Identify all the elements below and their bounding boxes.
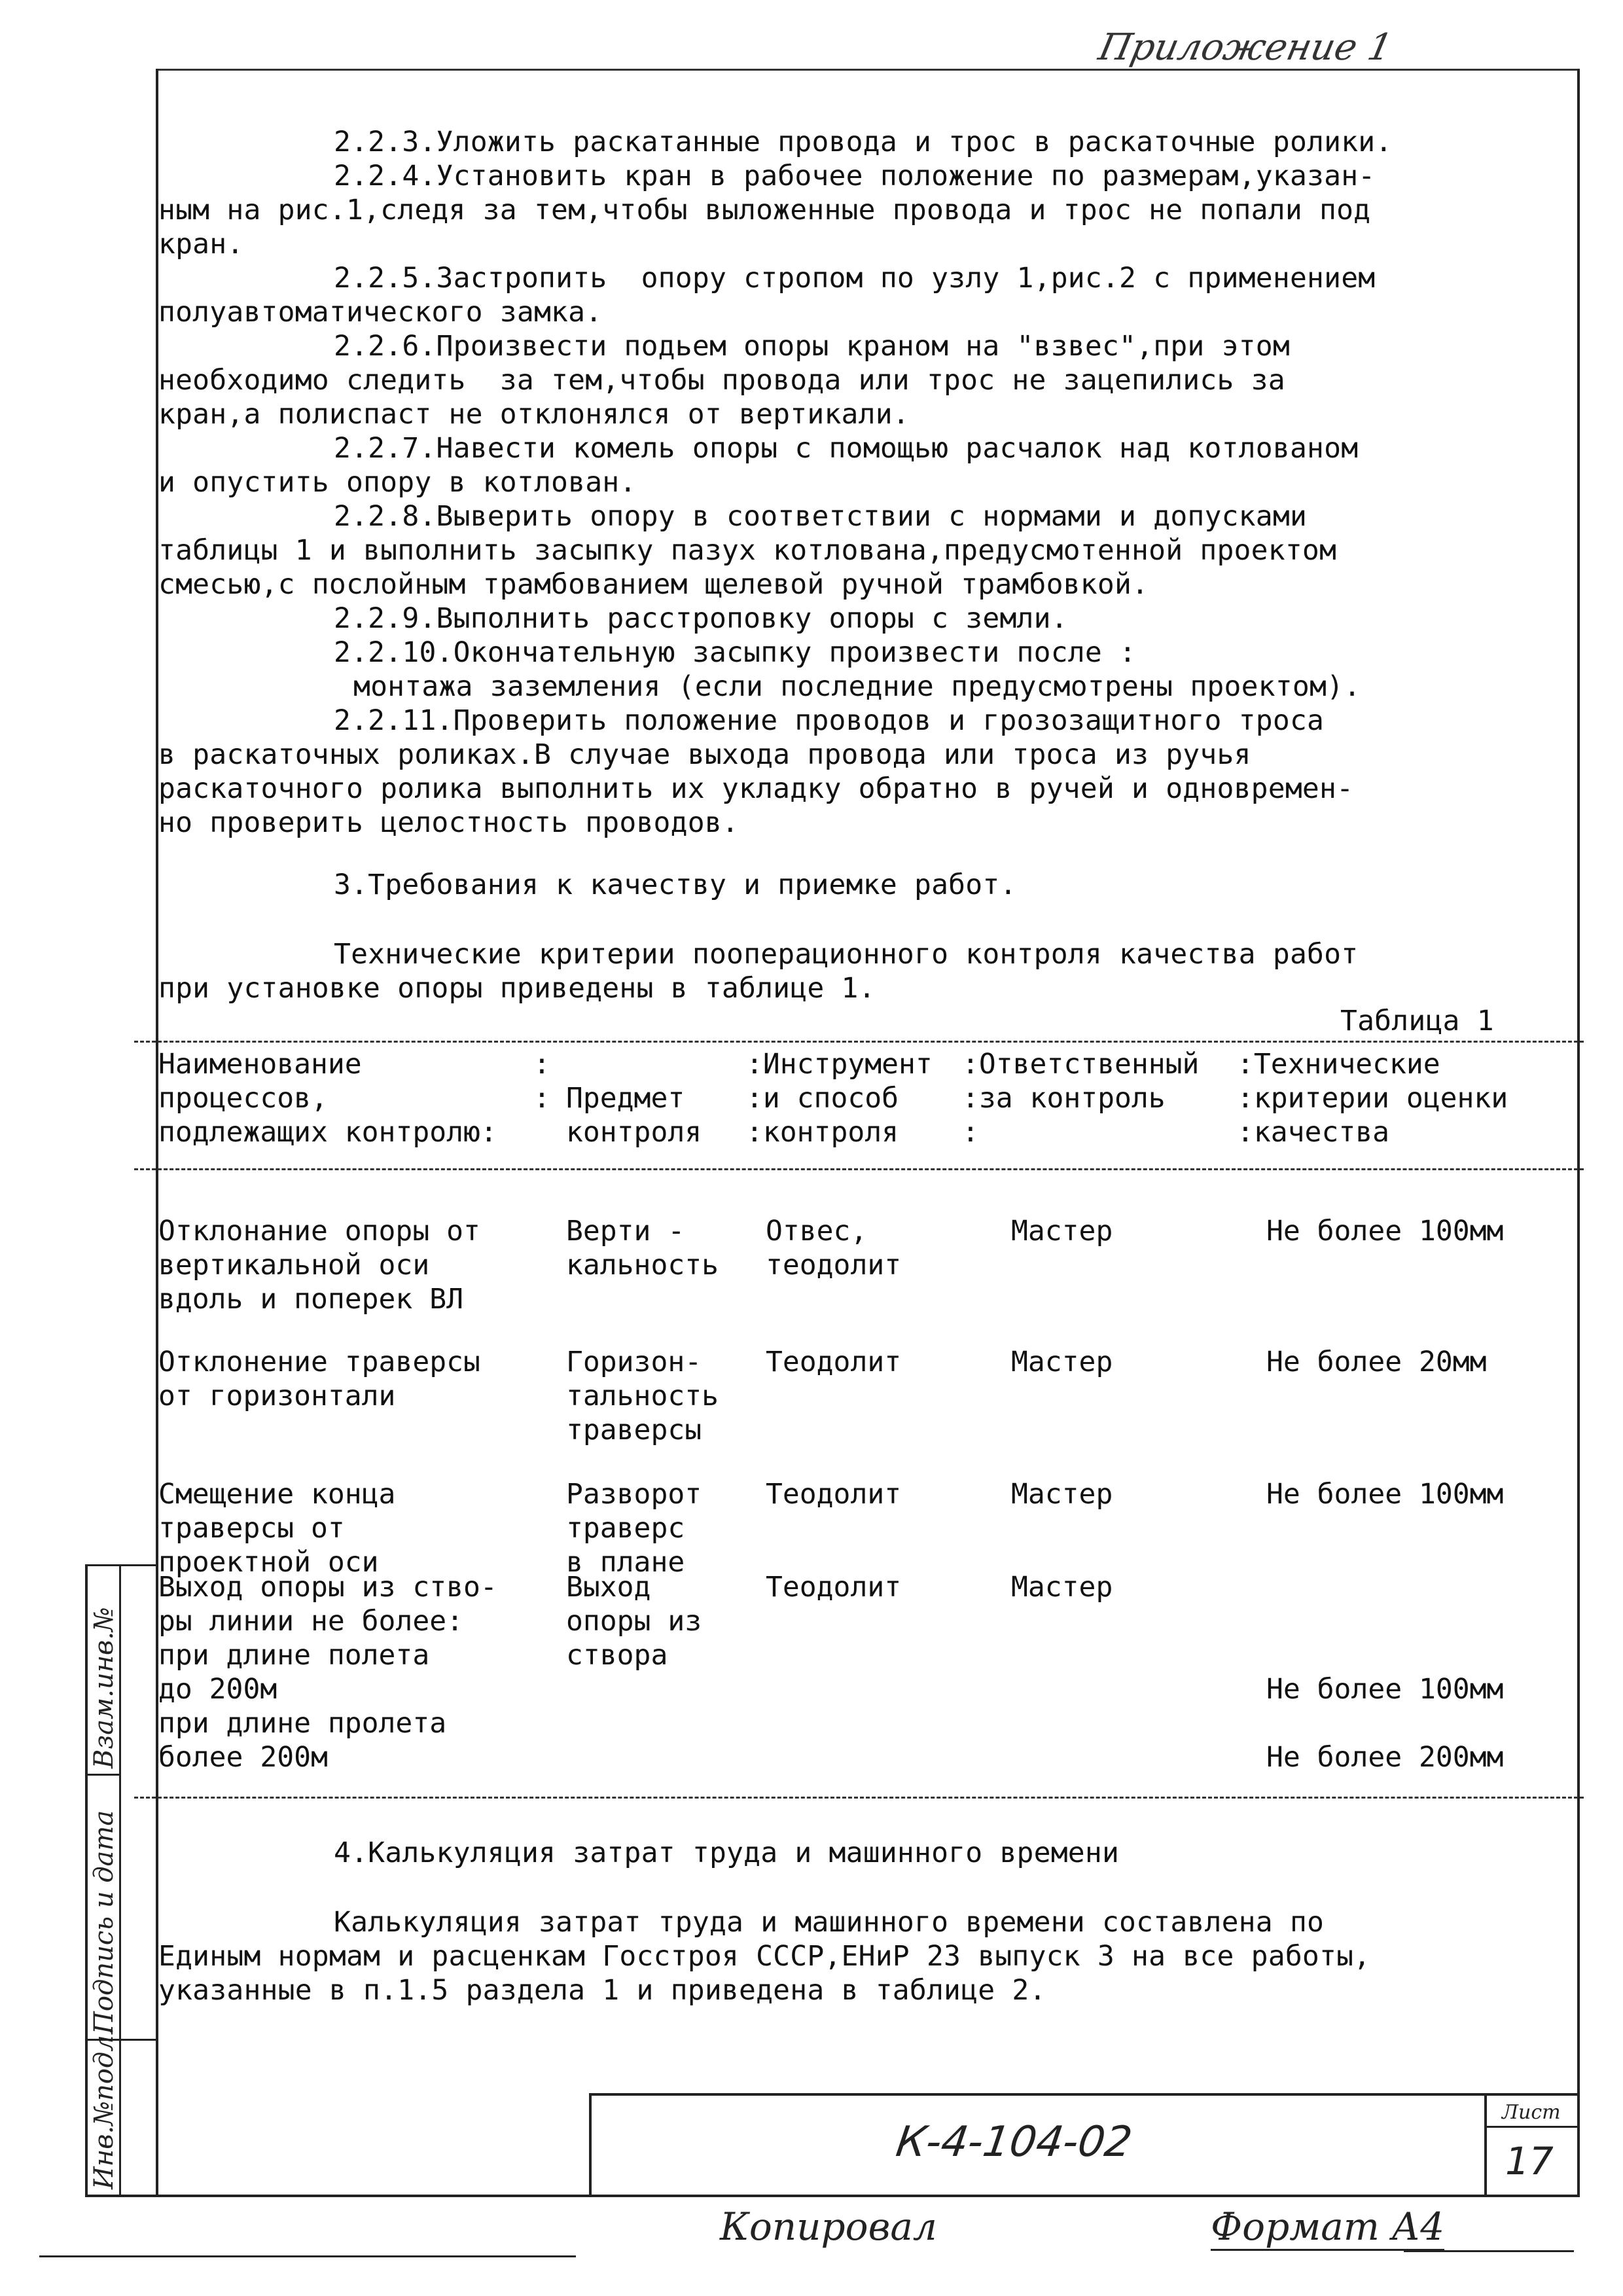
cell-responsible: Мастер	[1011, 1215, 1113, 1247]
cell-responsible: Мастер	[1011, 1478, 1113, 1511]
header-separator: :	[533, 1048, 550, 1081]
title-block-left-rule	[589, 2093, 592, 2197]
cell-process: вдоль и поперек ВЛ	[158, 1283, 463, 1316]
header-process: подлежащих контролю:	[158, 1116, 497, 1149]
section-4-heading: 4.Калькуляция затрат труда и машинного времени	[334, 1837, 1120, 1869]
cell-criteria: Не более 100мм	[1266, 1478, 1504, 1511]
section-3-intro: при установке опоры приведены в таблице 1.	[158, 972, 876, 1005]
table-top-rule	[134, 1041, 1584, 1043]
frame-right-border	[1577, 69, 1580, 2197]
paragraph-line: 2.2.3.Уложить раскатанные провода и трос в раскаточные ролики.	[334, 126, 1393, 158]
paragraph-line: 2.2.6.Произвести подьем опоры краном на "взвес",при этом	[334, 330, 1290, 363]
paragraph-line: таблицы 1 и выполнить засыпку пазух котлована,предусмотенной проектом	[158, 534, 1337, 567]
paragraph-line: 2.2.5.Застропить опору стропом по узлу 1,рис.2 с применением	[334, 262, 1376, 295]
paragraph-line: 2.2.11.Проверить положение проводов и грозозащитного троса	[334, 704, 1325, 737]
cell-tool: Теодолит	[766, 1478, 902, 1511]
section-4-text: Единым нормам и расценкам Госстроя СССР,ЕНиР 23 выпуск 3 на все работы,	[158, 1940, 1371, 1973]
header-criteria: :критерии оценки	[1237, 1082, 1508, 1115]
cell-responsible: Мастер	[1011, 1346, 1113, 1378]
header-responsible: :за контроль	[962, 1082, 1166, 1115]
cell-subject: в плане	[566, 1546, 685, 1579]
vzam-inv-label: Взам.инв.№	[89, 1607, 119, 1768]
title-block-sheet-divider	[1484, 2093, 1487, 2197]
paragraph-line: смесью,с послойным трамбованием щелевой ручной трамбовкой.	[158, 568, 1149, 601]
cell-subject: Разворот	[566, 1478, 702, 1511]
cell-subject: траверс	[566, 1512, 685, 1545]
side-stamp	[85, 1564, 157, 2197]
paragraph-line: полуавтоматического замка.	[158, 296, 603, 329]
cell-process: до 200м	[158, 1673, 277, 1706]
cell-tool: теодолит	[766, 1249, 902, 1282]
header-tool: :и способ	[746, 1082, 899, 1115]
copied-by-label: Копировал	[720, 2204, 937, 2249]
side-stamp-border	[85, 1564, 88, 2197]
cell-subject: створа	[566, 1639, 668, 1672]
cell-criteria: Не более 100мм	[1266, 1215, 1504, 1247]
paragraph-line: и опустить опору в котлован.	[158, 466, 637, 499]
cell-criteria: Не более 100мм	[1266, 1673, 1504, 1706]
title-block-top-rule	[589, 2093, 1580, 2096]
footer-rule	[1404, 2250, 1574, 2252]
header-tool: :контроля	[746, 1116, 899, 1149]
inv-podl-label: Инв.№подл.	[89, 2026, 119, 2189]
footer-rule	[39, 2255, 576, 2257]
paragraph-line: 2.2.4.Установить кран в рабочее положение по размерам,указан-	[334, 160, 1376, 192]
section-4-text: Калькуляция затрат труда и машинного времени составлена по	[334, 1906, 1325, 1939]
header-tool: :Инструмент	[746, 1048, 933, 1081]
cell-subject: Выход	[566, 1571, 651, 1604]
cell-criteria: Не более 20мм	[1266, 1346, 1487, 1378]
side-stamp-rule	[85, 1564, 157, 1566]
cell-tool: Теодолит	[766, 1346, 902, 1378]
signature-date-label: Подпись и дата	[89, 1810, 119, 2034]
header-separator: :	[962, 1116, 979, 1149]
title-block-sheet-rule	[1484, 2126, 1580, 2128]
paragraph-line: 2.2.8.Выверить опору в соответствии с нормами и допусками	[334, 500, 1308, 533]
header-annotation: Приложение 1	[1095, 26, 1397, 69]
paragraph-line: но проверить целостность проводов.	[158, 806, 739, 839]
header-criteria: :Технические	[1237, 1048, 1440, 1081]
cell-tool: Отвес,	[766, 1215, 868, 1247]
paragraph-line: раскаточного ролика выполнить их укладку обратно в ручей и одновремен-	[158, 772, 1354, 805]
cell-process: проектной оси	[158, 1546, 379, 1579]
cell-process: Отклонание опоры от	[158, 1215, 480, 1247]
cell-subject: тальность	[566, 1380, 719, 1412]
paragraph-line: 2.2.9.Выполнить расстроповку опоры с земли.	[334, 602, 1068, 635]
document-code: К-4-104-02	[893, 2118, 1135, 2166]
cell-process: вертикальной оси	[158, 1249, 430, 1282]
paragraph-line: кран.	[158, 228, 244, 260]
table-bottom-rule	[134, 1797, 1584, 1799]
cell-process: Выход опоры из ство-	[158, 1571, 497, 1604]
cell-subject: кальность	[566, 1249, 719, 1282]
paragraph-line: кран,а полиспаст не отклонялся от вертикали.	[158, 398, 910, 431]
cell-process: траверсы от	[158, 1512, 345, 1545]
header-separator: :	[533, 1082, 550, 1115]
cell-responsible: Мастер	[1011, 1571, 1113, 1604]
section-3-heading: 3.Требования к качеству и приемке работ.	[334, 869, 1017, 901]
sheet-label: Лист	[1502, 2101, 1561, 2124]
cell-subject: опоры из	[566, 1605, 702, 1638]
section-3-intro: Технические критерии пооперационного контроля качества работ	[334, 938, 1359, 971]
side-stamp-divider	[119, 1564, 121, 2197]
paragraph-line: 2.2.7.Навести комель опоры с помощью расчалок над котлованом	[334, 432, 1359, 465]
paragraph-line: 2.2.10.Окончательную засыпку произвести после :	[334, 636, 1137, 669]
header-responsible: :Ответственный	[962, 1048, 1200, 1081]
frame-top-border	[156, 69, 1580, 71]
header-criteria: :качества	[1237, 1116, 1389, 1149]
cell-process: Смещение конца	[158, 1478, 396, 1511]
table-header-rule	[134, 1168, 1584, 1170]
paragraph-line: ным на рис.1,следя за тем,чтобы выложенные провода и трос не попали под	[158, 194, 1371, 226]
cell-process: при длине пролета	[158, 1707, 447, 1740]
format-label: Формат А4	[1211, 2204, 1444, 2251]
cell-criteria: Не более 200мм	[1266, 1741, 1504, 1774]
paragraph-line: в раскаточных роликах.В случае выхода провода или троса из ручья	[158, 738, 1251, 771]
cell-process: ры линии не более:	[158, 1605, 463, 1638]
side-stamp-rule	[85, 1774, 121, 1776]
cell-process: Отклонение траверсы	[158, 1346, 480, 1378]
cell-process: более 200м	[158, 1741, 328, 1774]
cell-subject: Горизон-	[566, 1346, 702, 1378]
cell-tool: Теодолит	[766, 1571, 902, 1604]
table-caption: Таблица 1	[1340, 1005, 1494, 1037]
header-process: Наименование	[158, 1048, 362, 1081]
header-subject: Предмет	[566, 1082, 685, 1115]
sheet-number: 17	[1505, 2139, 1554, 2183]
cell-process: при длине полета	[158, 1639, 430, 1672]
header-subject: контроля	[566, 1116, 702, 1149]
paragraph-line: монтажа заземления (если последние предусмотрены проектом).	[353, 670, 1361, 703]
paragraph-line: необходимо следить за тем,чтобы провода или трос не зацепились за	[158, 364, 1285, 397]
section-4-text: указанные в п.1.5 раздела 1 и приведена в таблице 2.	[158, 1974, 1046, 2007]
cell-subject: Верти -	[566, 1215, 685, 1247]
frame-bottom-border	[85, 2195, 1580, 2197]
cell-subject: траверсы	[566, 1414, 702, 1446]
header-process: процессов,	[158, 1082, 328, 1115]
cell-process: от горизонтали	[158, 1380, 396, 1412]
